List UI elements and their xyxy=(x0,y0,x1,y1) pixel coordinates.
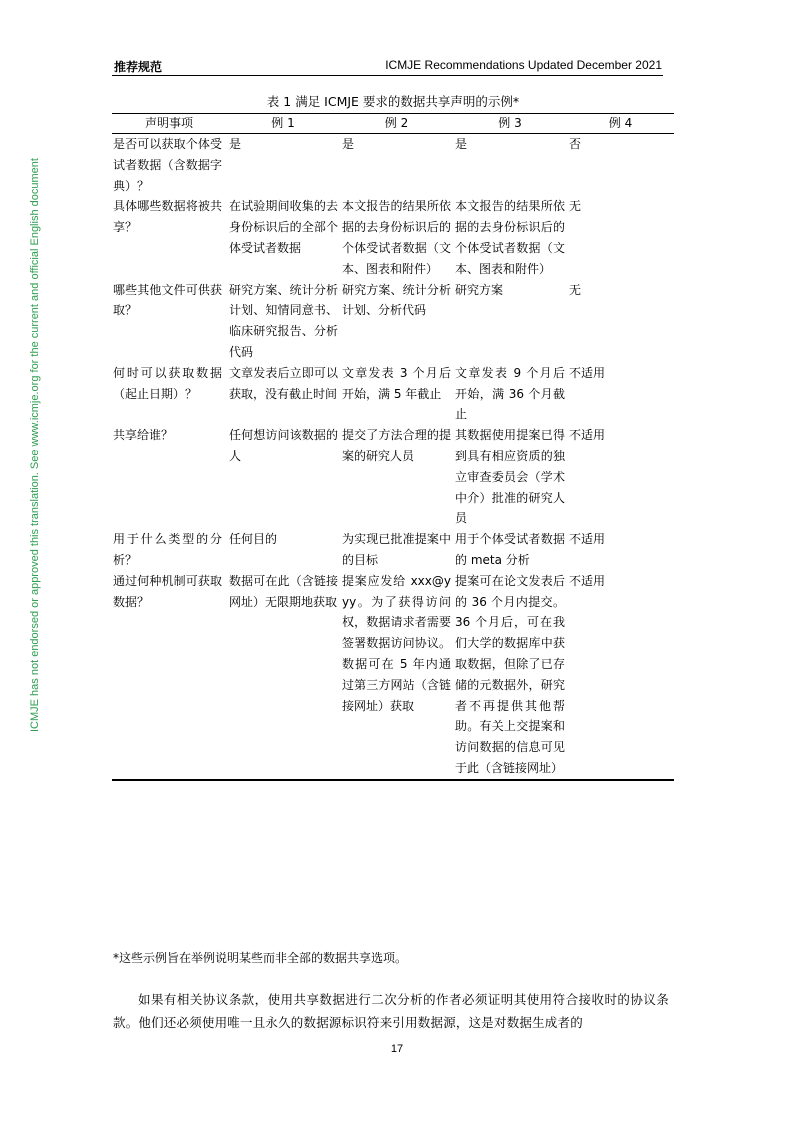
table-header-row xyxy=(112,114,674,134)
table-cell: 提案可在论文发表后的 36 个月内提交。36 个月后，可在我们大学的数据库中获取数据，但除了已存储的元数据外，研究者不再提供其他帮助。有关上交提案和访问数据的信息可见于此（含链接网址） xyxy=(453,571,567,780)
table-row xyxy=(112,280,674,363)
header-section-title: 推荐规范 xyxy=(114,60,163,74)
body-paragraph: 如果有相关协议条款，使用共享数据进行二次分析的作者必须证明其使用符合接收时的协议条款。他们还必须使用唯一且永久的数据源标识符来引用数据源，这是对数据生成者的 xyxy=(113,992,669,1030)
table-cell: 否 xyxy=(569,137,582,151)
row-question: 何时可以获取数据（起止日期）？ xyxy=(113,365,222,401)
table-cell: 不适用 xyxy=(569,428,606,443)
table-cell: 研究方案 xyxy=(455,282,504,297)
row-question: 通过何种机制可获取数据？ xyxy=(112,571,226,780)
table-cell: 任何目的 xyxy=(229,532,278,547)
header-divider xyxy=(112,75,663,76)
column-header-example-3: 例 3 xyxy=(453,114,567,134)
table-cell: 文章发表 3 个月后开始，满 5 年截止 xyxy=(342,365,451,401)
table-cell: 本文报告的结果所依据的去身份标识后的个体受试者数据（文本、图表和附件） xyxy=(455,199,565,276)
table-footnote: *这些示例旨在举例说明某些而非全部的数据共享选项。 xyxy=(113,951,408,965)
table-cell: 文章发表后立即可以获取，没有截止时间 xyxy=(229,365,338,401)
data-sharing-table xyxy=(112,113,674,781)
header-document-title: ICMJE Recommendations Updated December 2021 xyxy=(385,58,662,72)
table-row xyxy=(112,196,674,279)
table-cell: 文章发表 9 个月后开始，满 36 个月截止 xyxy=(455,365,565,422)
side-disclaimer-text: ICMJE has not endorsed or approved this translation. See www.icmje.org for the current and official English document xyxy=(29,158,41,732)
table-row xyxy=(112,363,674,425)
table-caption: 表 1 满足 ICMJE 要求的数据共享声明的示例* xyxy=(266,94,520,109)
table-cell: 研究方案、统计分析计划、分析代码 xyxy=(342,282,451,318)
table-cell: 其数据使用提案已得到具有相应资质的独立审查委员会（学术中介）批准的研究人员 xyxy=(455,428,565,526)
table-cell: 数据可在此（含链接网址）无限期地获取 xyxy=(226,571,340,780)
table-cell: 无 xyxy=(569,282,582,297)
table-cell: 任何想访问该数据的人 xyxy=(229,428,338,463)
table-cell: 提案应发给 xxx@yyy。为了获得访问权，数据请求者需要签署数据访问协议。数据可在 5 年内通过第三方网站（含链接网址）获取 xyxy=(340,571,453,780)
table-row xyxy=(112,134,674,197)
table-cell: 用于个体受试者数据的 meta 分析 xyxy=(455,532,565,567)
table-cell: 无 xyxy=(569,199,582,214)
column-header-example-2: 例 2 xyxy=(340,114,453,134)
table-cell: 提交了方法合理的提案的研究人员 xyxy=(342,428,451,463)
table-row xyxy=(112,425,674,529)
table-row xyxy=(112,529,674,571)
table-cell: 是 xyxy=(229,137,242,151)
table-row xyxy=(112,571,674,780)
row-question: 哪些其他文件可供获取？ xyxy=(113,282,222,318)
table-cell: 不适用 xyxy=(569,365,606,380)
table-cell: 为实现已批准提案中的目标 xyxy=(342,532,451,567)
page-number: 17 xyxy=(390,1043,404,1055)
row-question: 具体哪些数据将被共享？ xyxy=(113,199,222,235)
row-question: 是否可以获取个体受试者数据（含数据字典）？ xyxy=(113,137,222,193)
row-question: 共享给谁？ xyxy=(113,428,174,443)
side-disclaimer xyxy=(28,158,44,732)
table-cell: 不适用 xyxy=(567,571,674,780)
table-cell: 研究方案、统计分析计划、知情同意书、临床研究报告、分析代码 xyxy=(229,282,338,359)
column-header-example-1: 例 1 xyxy=(226,114,340,134)
table-cell: 本文报告的结果所依据的去身份标识后的个体受试者数据（文本、图表和附件） xyxy=(342,199,451,276)
table-cell: 是 xyxy=(342,137,355,151)
column-header-item: 声明事项 xyxy=(112,114,226,134)
table-cell: 是 xyxy=(455,137,468,151)
row-question: 用于什么类型的分析？ xyxy=(113,532,222,567)
table-cell: 在试验期间收集的去身份标识后的全部个体受试者数据 xyxy=(229,199,338,255)
table-cell: 不适用 xyxy=(569,532,606,547)
column-header-example-4: 例 4 xyxy=(567,114,674,134)
